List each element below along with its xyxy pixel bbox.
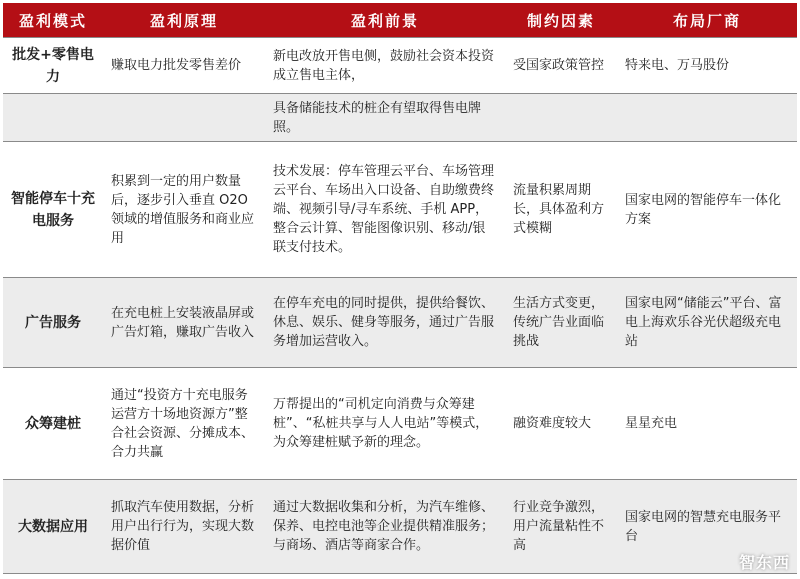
cell-constraint [505, 94, 617, 142]
cell-model: 批发+零售电力 [3, 38, 103, 94]
profit-model-table [3, 3, 797, 574]
cell-model [3, 94, 103, 142]
cell-principle: 赚取电力批发零售差价 [103, 38, 265, 94]
header-vendors: 布局厂商 [617, 3, 797, 38]
cell-model: 众筹建桩 [3, 368, 103, 480]
cell-constraint: 生活方式变更，传统广告业面临挑战 [505, 278, 617, 368]
cell-principle: 积累到一定的用户数量后，逐步引入垂直 O2O 领域的增值服务和商业应用 [103, 142, 265, 278]
cell-principle [103, 94, 265, 142]
table-row [3, 94, 797, 142]
header-constraint: 制约因素 [505, 3, 617, 38]
table-row [3, 480, 797, 574]
cell-prospect: 万帮提出的“司机定向消费与众筹建桩”、“私桩共享与人人电站”等模式，为众筹建桩赋予新的理念。 [265, 368, 505, 480]
cell-principle: 在充电桩上安装液晶屏或广告灯箱，赚取广告收入 [103, 278, 265, 368]
cell-prospect: 具备储能技术的桩企有望取得售电牌照。 [265, 94, 505, 142]
cell-prospect: 新电改放开售电侧，鼓励社会资本投资成立售电主体， [265, 38, 505, 94]
cell-vendors: 星星充电 [617, 368, 797, 480]
table-row [3, 368, 797, 480]
cell-principle: 抓取汽车使用数据，分析用户出行行为，实现大数据价值 [103, 480, 265, 574]
cell-prospect: 通过大数据收集和分析，为汽车维修、保养、电控电池等企业提供精准服务；与商场、酒店等商家合作。 [265, 480, 505, 574]
cell-vendors: 国家电网的智能停车一体化方案 [617, 142, 797, 278]
table-row [3, 38, 797, 94]
table-row [3, 142, 797, 278]
watermark: 智东西 [738, 553, 790, 572]
cell-constraint: 融资难度较大 [505, 368, 617, 480]
header-profit-prospect: 盈利前景 [265, 3, 505, 38]
cell-model: 智能停车十充电服务 [3, 142, 103, 278]
cell-principle: 通过“投资方十充电服务运营方十场地资源方”整合社会资源、分摊成本、合力共赢 [103, 368, 265, 480]
cell-prospect: 技术发展：停车管理云平台、车场管理云平台、车场出入口设备、自助缴费终端、视频引导/寻车系统、手机 APP，整合云计算、智能图像识别、移动/银联支付技术。 [265, 142, 505, 278]
cell-prospect: 在停车充电的同时提供，提供给餐饮、休息、娱乐、健身等服务，通过广告服务增加运营收入。 [265, 278, 505, 368]
header-profit-principle: 盈利原理 [103, 3, 265, 38]
cell-constraint: 流量积累周期长，具体盈利方式模糊 [505, 142, 617, 278]
cell-constraint: 受国家政策管控 [505, 38, 617, 94]
cell-vendors [617, 94, 797, 142]
cell-vendors: 特来电、万马股份 [617, 38, 797, 94]
cell-vendors: 国家电网的智慧充电服务平台 [617, 480, 797, 574]
cell-constraint: 行业竞争激烈，用户流量粘性不高 [505, 480, 617, 574]
cell-vendors: 国家电网“储能云”平台、富电上海欢乐谷光伏超级充电站 [617, 278, 797, 368]
cell-model: 广告服务 [3, 278, 103, 368]
table-header-row [3, 3, 797, 38]
cell-model: 大数据应用 [3, 480, 103, 574]
table-row [3, 278, 797, 368]
header-profit-model: 盈利模式 [3, 3, 103, 38]
